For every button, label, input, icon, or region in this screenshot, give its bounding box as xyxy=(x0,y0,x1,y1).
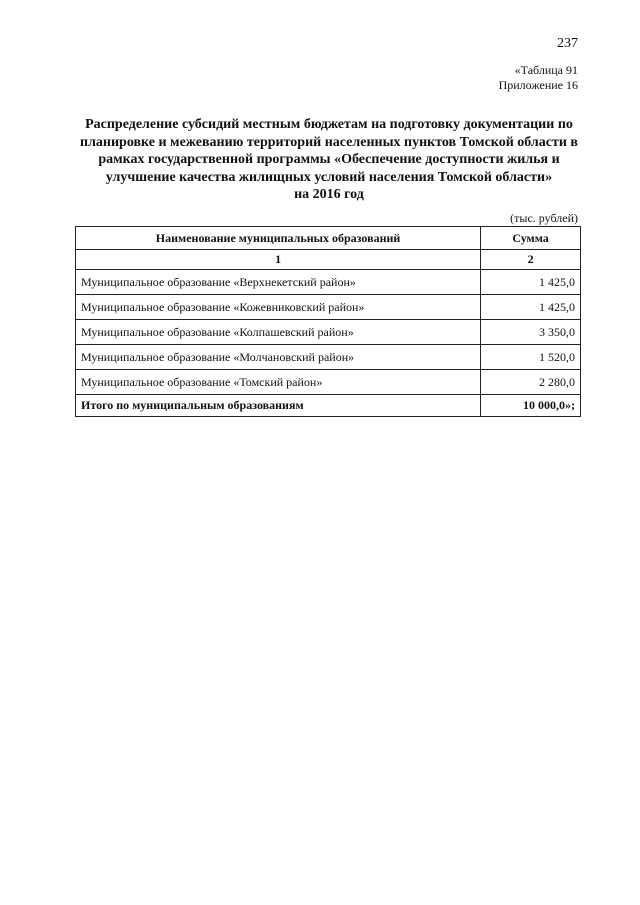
table-row xyxy=(76,345,581,370)
column-header-sum: Сумма xyxy=(481,227,581,250)
column-number: 1 xyxy=(76,250,481,270)
table-row xyxy=(76,295,581,320)
amount-cell: 2 280,0 xyxy=(481,370,581,395)
total-row xyxy=(76,395,581,417)
table-reference-block xyxy=(499,63,578,93)
title-line: планировке и межеванию территорий населенных пунктов Томской области в xyxy=(80,134,578,150)
column-number-row xyxy=(76,250,581,270)
title-line: рамках государственной программы «Обеспечение доступности жилья и xyxy=(98,152,560,167)
appendix-reference: Приложение 16 xyxy=(498,78,578,92)
municipality-name: Муниципальное образование «Верхнекетский район» xyxy=(76,270,481,295)
units-note: (тыс. рублей) xyxy=(510,211,578,225)
column-header-name: Наименование муниципальных образований xyxy=(76,227,481,250)
total-label: Итого по муниципальным образованиям xyxy=(76,395,481,417)
table-header-row xyxy=(76,227,581,250)
column-number: 2 xyxy=(481,250,581,270)
document-title xyxy=(76,116,582,204)
municipality-name: Муниципальное образование «Колпашевский район» xyxy=(76,320,481,345)
page-number: 237 xyxy=(557,36,578,51)
municipality-name: Муниципальное образование «Кожевниковский район» xyxy=(76,295,481,320)
amount-cell: 1 425,0 xyxy=(481,295,581,320)
municipality-name: Муниципальное образование «Томский район» xyxy=(76,370,481,395)
table-row xyxy=(76,370,581,395)
amount-cell: 3 350,0 xyxy=(481,320,581,345)
municipality-name: Муниципальное образование «Молчановский район» xyxy=(76,345,481,370)
amount-cell: 1 425,0 xyxy=(481,270,581,295)
title-line: на 2016 год xyxy=(294,187,364,202)
table-row xyxy=(76,270,581,295)
table-reference: «Таблица 91 xyxy=(514,63,578,77)
amount-cell: 1 520,0 xyxy=(481,345,581,370)
total-amount: 10 000,0»; xyxy=(481,395,581,417)
title-line: улучшение качества жилищных условий населения Томской области» xyxy=(105,169,553,185)
title-line: Распределение субсидий местным бюджетам на подготовку документации по xyxy=(85,117,573,132)
subsidy-table xyxy=(75,226,581,417)
table-row xyxy=(76,320,581,345)
